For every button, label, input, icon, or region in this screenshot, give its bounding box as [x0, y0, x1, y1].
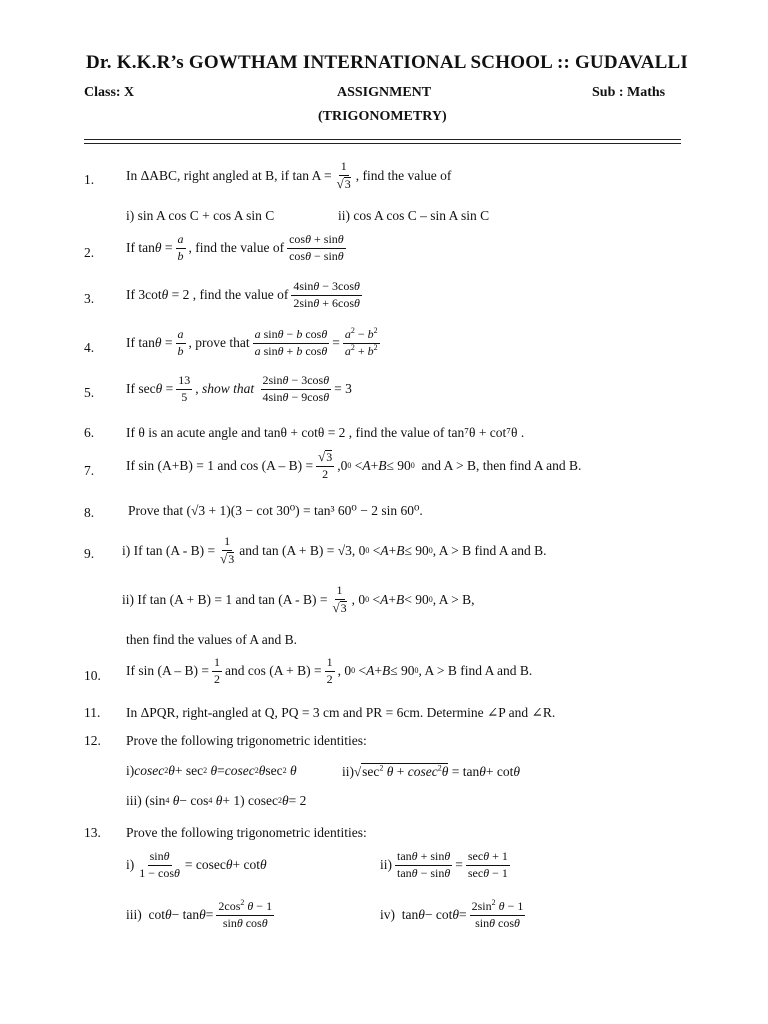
question-text: In ΔPQR, right-angled at Q, PQ = 3 cm and PR = 6cm. Determine ∠P and ∠R.: [126, 705, 556, 720]
question-number: 13.: [84, 825, 101, 840]
question-number: 7.: [84, 463, 95, 478]
question-part: ii) If tan (A + B) = 1 and tan (A - B) = 1 √3 , 0 0 < A + B < 90 0 , A > B,: [122, 583, 475, 615]
question-text: If tan θ = a b , prove that a sinθ − b cosθ a sinθ + b cosθ = $a^2 - b^2$ $a^2 + b^2$: [126, 326, 378, 358]
question-number: 9.: [84, 546, 95, 561]
question-part: iii) (sin 4 θ − cos 4 θ + 1) cosec 2 θ = 2: [126, 793, 307, 808]
question-text: If sec θ = 13 5 , show that 2sinθ − 3cosθ 4sinθ − 9cosθ = 3: [126, 373, 352, 404]
question-part: then find the values of A and B.: [126, 632, 297, 647]
question-part: iv) tan θ − cot θ = $2\sin^2$ θ − 1 sinθ cosθ: [380, 898, 524, 930]
question-number: 4.: [84, 340, 95, 355]
question-part: i) sinθ 1 − cosθ = cosec θ + cot θ: [126, 849, 267, 880]
question-text: Prove that (√3 + 1)(3 − cot 30⁰) = tan³ 60⁰ − 2 sin 60⁰.: [128, 503, 423, 518]
question-text: If tan θ = a b , find the value of cosθ + sinθ cosθ − sinθ: [126, 232, 344, 263]
question-number: 3.: [84, 291, 95, 306]
question-number: 6.: [84, 425, 95, 440]
question-number: 12.: [84, 733, 101, 748]
question-text: In ΔABC, right angled at B, if tan A = 1 √3 , find the value of: [126, 159, 452, 191]
question-number: 1.: [84, 172, 95, 187]
question-part: ii) tanθ + sinθ tanθ − sinθ = secθ + 1 secθ − 1: [380, 849, 508, 880]
question-text: Prove the following trigonometric identities:: [126, 733, 367, 748]
question-part: i) If tan (A - B) = 1 √3 and tan (A + B) = √3, 0 0 < A + B ≤ 90 0 , A > B find A and B.: [122, 534, 547, 566]
school-name: Dr. K.K.R’s GOWTHAM INTERNATIONAL SCHOOL :: GUDAVALLI: [86, 52, 688, 73]
class-label: Class: X: [84, 85, 135, 100]
topic-title: (TRIGONOMETRY): [318, 109, 447, 124]
question-number: 8.: [84, 505, 95, 520]
question-part: i) sin A cos C + cos A sin C: [126, 208, 275, 223]
question-text: If 3cot θ = 2 , find the value of 4sinθ − 3cosθ 2sinθ + 6cosθ: [126, 279, 360, 310]
question-text: If sin (A+B) = 1 and cos (A – B) = √3 2 ,0 0 < A + B ≤ 90 0 and A > B, then find A and B.: [126, 449, 582, 481]
question-text: If θ is an acute angle and tanθ + cotθ = 2 , find the value of tan⁷θ + cot⁷θ .: [126, 425, 525, 440]
question-number: 10.: [84, 668, 101, 683]
question-part: i) cosec 2 θ + sec 2 θ = cosec 2 θ sec 2 θ: [126, 763, 297, 778]
question-number: 11.: [84, 705, 101, 720]
double-rule-divider: [84, 139, 681, 144]
question-number: 5.: [84, 385, 95, 400]
question-part: iii) cot θ − tan θ = $2\cos^2$ θ − 1 sinθ cosθ: [126, 898, 273, 930]
subject-label: Sub : Maths: [592, 85, 666, 100]
question-part: ii) cos A cos C – sin A sin C: [338, 208, 490, 223]
assignment-title: ASSIGNMENT: [337, 85, 432, 100]
question-text: Prove the following trigonometric identities:: [126, 825, 367, 840]
question-text: If sin (A – B) = 1 2 and cos (A + B) = 1 2 , 0 0 < A + B ≤ 90 0 , A > B find A and B.: [126, 655, 533, 686]
question-part: ii) √ $\sec^2 \theta + cosec^2\theta$ = tan θ + cot θ: [342, 763, 521, 779]
question-number: 2.: [84, 245, 95, 260]
